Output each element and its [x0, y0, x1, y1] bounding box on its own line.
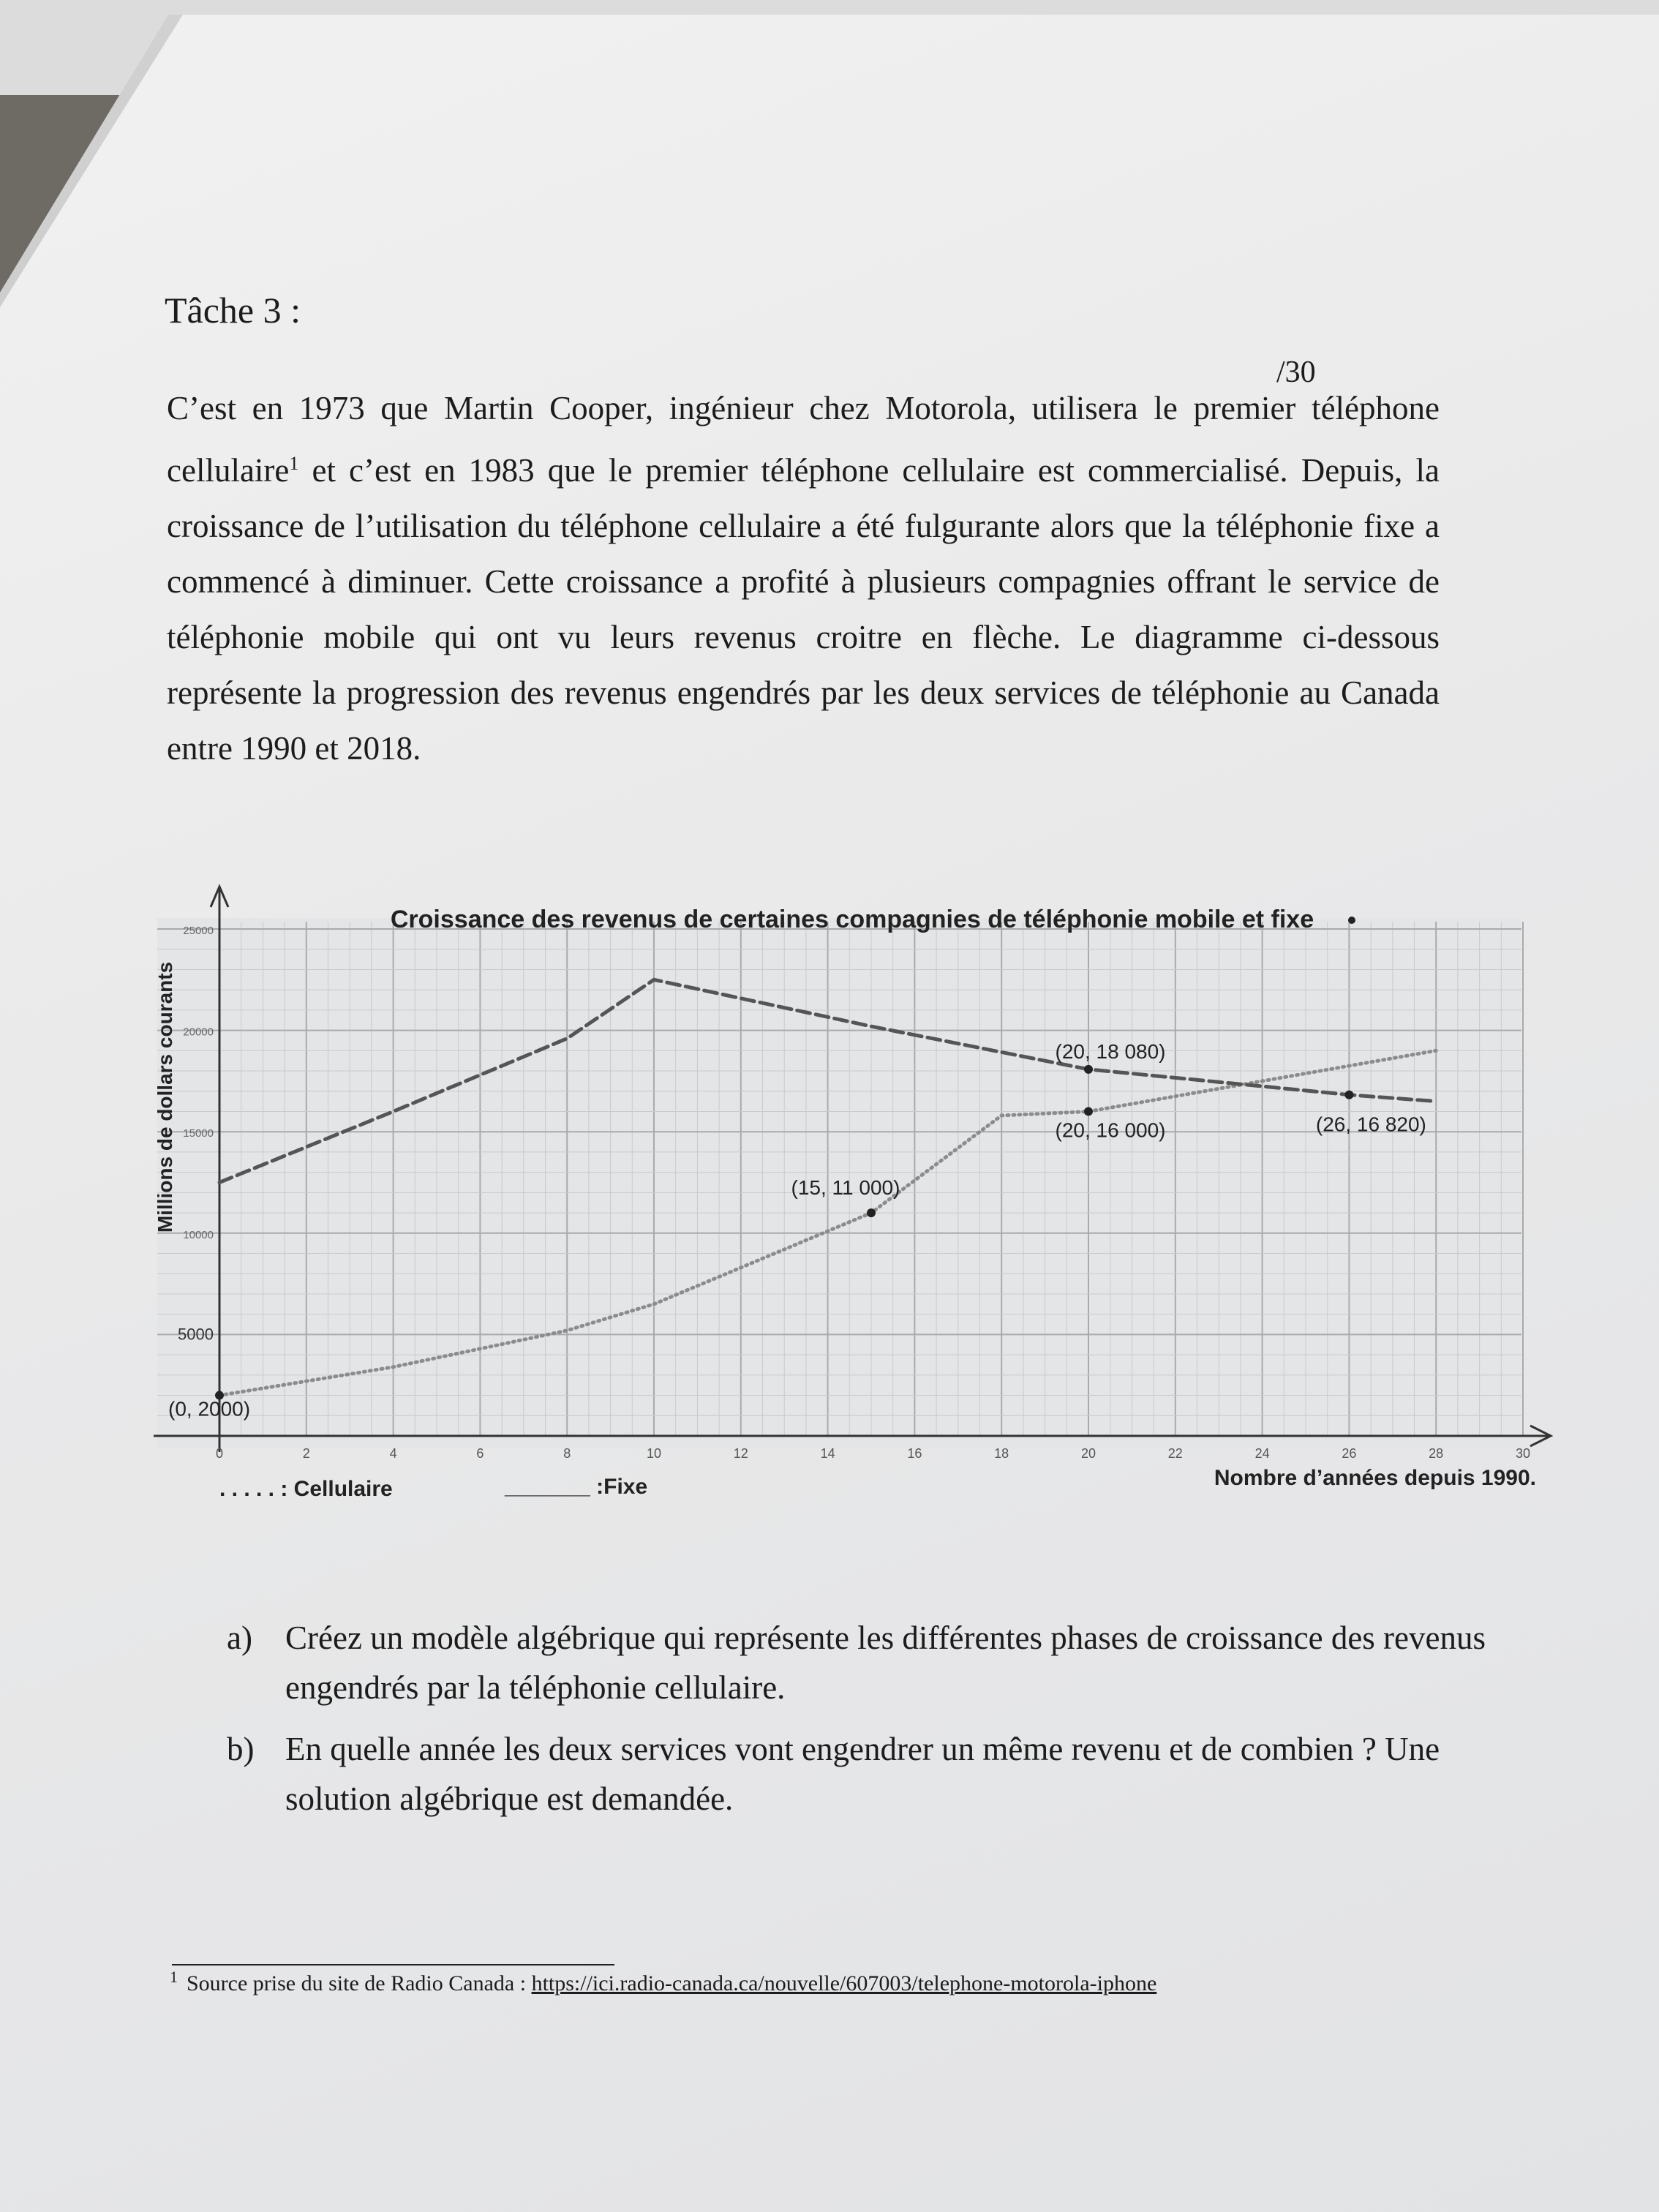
footnote-divider [172, 1964, 614, 1965]
x-tick-label: 12 [733, 1446, 748, 1461]
x-tick-label: 26 [1342, 1446, 1357, 1461]
data-point [1344, 1091, 1353, 1099]
intro-text-part1: C’est en 1973 que Martin Cooper, ingénieur chez Motorola, utilisera le premier téléphone cellulaire [167, 390, 1440, 489]
score-box: /30 [1276, 356, 1316, 389]
x-tick-label: 20 [1080, 1446, 1096, 1461]
data-point-label: (15, 11 000) [791, 1176, 900, 1200]
question-label: b) [227, 1731, 255, 1767]
data-point [1084, 1065, 1093, 1074]
x-tick-label: 24 [1254, 1446, 1270, 1461]
data-point [1084, 1107, 1093, 1116]
x-axis-label: Nombre d’années depuis 1990. [1214, 1466, 1536, 1490]
x-tick-label: 6 [476, 1446, 484, 1461]
x-tick-label: 8 [563, 1446, 571, 1461]
legend-cellulaire: . . . . . : Cellulaire [219, 1477, 393, 1501]
data-point [867, 1208, 876, 1217]
y-tick-label: 15000 [183, 1127, 214, 1140]
footnote [170, 1968, 1156, 1996]
y-tick-label: 20000 [183, 1026, 214, 1039]
question-text: En quelle année les deux services vont engendrer un même revenu et de combien ? Une solution algébrique est demandée. [285, 1731, 1440, 1817]
questions-list [227, 1613, 1529, 1835]
question-text: Créez un modèle algébrique qui représente les différentes phases de croissance des revenus engendrés par la téléphonie cellulaire. [285, 1620, 1486, 1706]
task-title: Tâche 3 : [165, 290, 301, 331]
data-point-label: (26, 16 820) [1315, 1113, 1426, 1136]
data-point-label: (20, 18 080) [1055, 1039, 1166, 1063]
legend-fixe: _______ :Fixe [505, 1475, 648, 1499]
data-point-label: (20, 16 000) [1055, 1118, 1166, 1142]
chart-title: Croissance des revenus de certaines compagnies de téléphonie mobile et fixe [390, 906, 1314, 933]
footnote-marker: 1 [170, 1968, 178, 1986]
x-tick-label: 28 [1429, 1446, 1444, 1461]
intro-text-part2: et c’est en 1983 que le premier téléphone cellulaire est commercialisé. Depuis, la croissance de l’utilisation du téléphone cellulaire a été fulgurante alors que la téléphonie fixe a commencé à diminuer. Cette croissance a profité à plusieurs compagnies offrant le service de téléphonie mobile qui ont vu leurs revenus croitre en flèche. Le diagramme ci-dessous représente la progression des revenus engendrés par les deux services de téléphonie au Canada entre 1990 et 2018. [167, 452, 1440, 767]
x-tick-label: 22 [1167, 1446, 1183, 1461]
x-tick-label: 16 [907, 1446, 922, 1461]
x-tick-label: 0 [215, 1446, 224, 1461]
x-tick-label: 18 [994, 1446, 1009, 1461]
question-a [227, 1613, 1529, 1712]
x-tick-label: 30 [1515, 1446, 1531, 1461]
x-tick-label: 4 [389, 1446, 397, 1461]
title-dot [1348, 917, 1355, 924]
x-tick-label: 2 [302, 1446, 310, 1461]
footnote-reference: 1 [289, 453, 299, 474]
question-b [227, 1724, 1529, 1824]
footnote-link[interactable]: https://ici.radio-canada.ca/nouvelle/607003/telephone-motorola-iphone [531, 1971, 1157, 1995]
y-tick-label: 10000 [183, 1228, 214, 1241]
x-tick-label: 14 [820, 1446, 835, 1461]
question-label: a) [227, 1620, 252, 1656]
data-point-label: (0, 2000) [168, 1397, 251, 1421]
y-tick-label: 25000 [183, 925, 214, 937]
footnote-text: Source prise du site de Radio Canada : [187, 1971, 532, 1995]
x-tick-label: 10 [646, 1446, 662, 1461]
y-axis-label: Millions de dollars courants [154, 961, 176, 1233]
y-tick-label: 5000 [178, 1325, 214, 1344]
